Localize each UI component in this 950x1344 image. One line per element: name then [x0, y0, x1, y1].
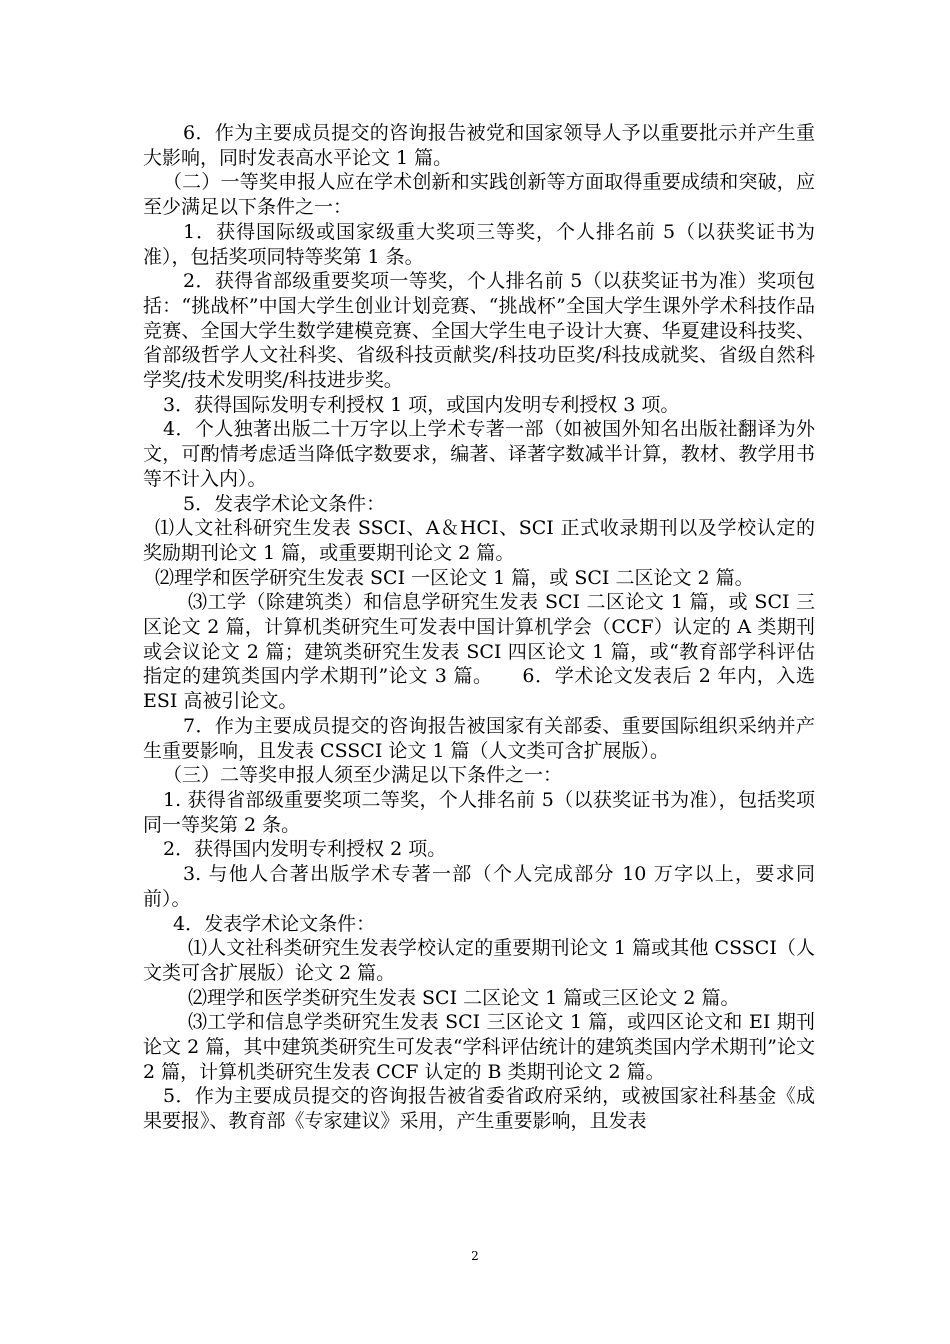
- paragraph-first-prize-1: 1．获得国际级或国家级重大奖项三等奖，个人排名前 5（以获奖证书为准），包括奖项同特等奖第 1 条。: [143, 220, 815, 268]
- paragraph-first-prize-7: 7．作为主要成员提交的咨询报告被国家有关部委、重要国际组织采纳并产生重要影响，且发表 CSSCI 论文 1 篇（人文类可含扩展版）。: [143, 714, 815, 762]
- paragraph-second-prize-4: 4．发表学术论文条件：: [173, 912, 376, 935]
- paragraph-first-prize-5-3: ⑶工学（除建筑类）和信息学研究生发表 SCI 二区论文 1 篇，或 SCI 三区论文 2 篇，计算机类研究生可发表中国计算机学会（CCF）认定的 A 类期刊或会议论文 2 篇；建筑类研究生发表 SCI 四区论文 1 篇，或“教育部学科评估指定的建筑类国内学术期刊”论文 3 篇。 6．学术论文发表后 2 年内，入选 ESI 高被引论文。: [143, 591, 815, 713]
- paragraph-first-prize-5-2: ⑵理学和医学研究生发表 SCI 一区论文 1 篇，或 SCI 二区论文 2 篇。: [155, 566, 754, 589]
- paragraph-second-prize-2: 2．获得国内发明专利授权 2 项。: [163, 838, 447, 861]
- document-body: [143, 121, 815, 1134]
- paragraph-first-prize-5: 5．发表学术论文条件：: [183, 492, 386, 515]
- paragraph-second-prize-3: 3. 与他人合著出版学术专著一部（个人完成部分 10 万字以上，要求同前）。: [143, 863, 815, 910]
- paragraph-second-prize-4-1: ⑴人文社科类研究生发表学校认定的重要期刊论文 1 篇或其他 CSSCI（人文类可含扩展版）论文 2 篇。: [143, 937, 815, 984]
- paragraph-first-prize-4: 4．个人独著出版二十万字以上学术专著一部（如被国外知名出版社翻译为外文，可酌情考虑适当降低字数要求，编著、译著字数减半计算，教材、教学用书等不计入内）。: [143, 418, 815, 490]
- paragraph-second-prize-1: 1. 获得省部级重要奖项二等奖，个人排名前 5（以获奖证书为准），包括奖项同一等奖第 2 条。: [143, 788, 815, 836]
- page-number: 2: [471, 1249, 479, 1263]
- section-heading-second-prize: （三）二等奖申报人须至少满足以下条件之一：: [163, 764, 563, 787]
- paragraph-first-prize-2: 2．获得省部级重要奖项一等奖，个人排名前 5（以获奖证书为准）奖项包括：“挑战杯”中国大学生创业计划竞赛、“挑战杯”全国大学生课外学术科技作品竞赛、全国大学生数学建模竞赛、全国大学生电子设计大赛、华夏建设科技奖、省部级哲学人文社科奖、省级科技贡献奖/科技功臣奖/科技成就奖、省级自然科学奖/技术发明奖/科技进步奖。: [143, 270, 815, 392]
- paragraph-second-prize-5: 5．作为主要成员提交的咨询报告被省委省政府采纳，或被国家社科基金《成果要报》、教育部《专家建议》采用，产生重要影响，且发表: [143, 1085, 815, 1133]
- paragraph-first-prize-5-1: ⑴人文社科研究生发表 SSCI、A＆HCI、SCI 正式收录期刊以及学校认定的奖励期刊论文 1 篇，或重要期刊论文 2 篇。: [143, 517, 815, 564]
- section-heading-first-prize: （二）一等奖申报人应在学术创新和实践创新等方面取得重要成绩和突破，应至少满足以下条件之一：: [143, 171, 815, 219]
- paragraph-second-prize-4-3: ⑶工学和信息学类研究生发表 SCI 三区论文 1 篇，或四区论文和 EI 期刊论文 2 篇，其中建筑类研究生可发表“学科评估统计的建筑类国内学术期刊”论文 2 篇，计算机类研究生发表 CCF 认定的 B 类期刊论文 2 篇。: [143, 1011, 815, 1083]
- paragraph-first-prize-3: 3．获得国际发明专利授权 1 项，或国内发明专利授权 3 项。: [163, 393, 680, 416]
- paragraph-second-prize-4-2: ⑵理学和医学类研究生发表 SCI 二区论文 1 篇或三区论文 2 篇。: [188, 986, 740, 1009]
- paragraph-item-6-special: 6．作为主要成员提交的咨询报告被党和国家领导人予以重要批示并产生重大影响，同时发表高水平论文 1 篇。: [143, 122, 815, 169]
